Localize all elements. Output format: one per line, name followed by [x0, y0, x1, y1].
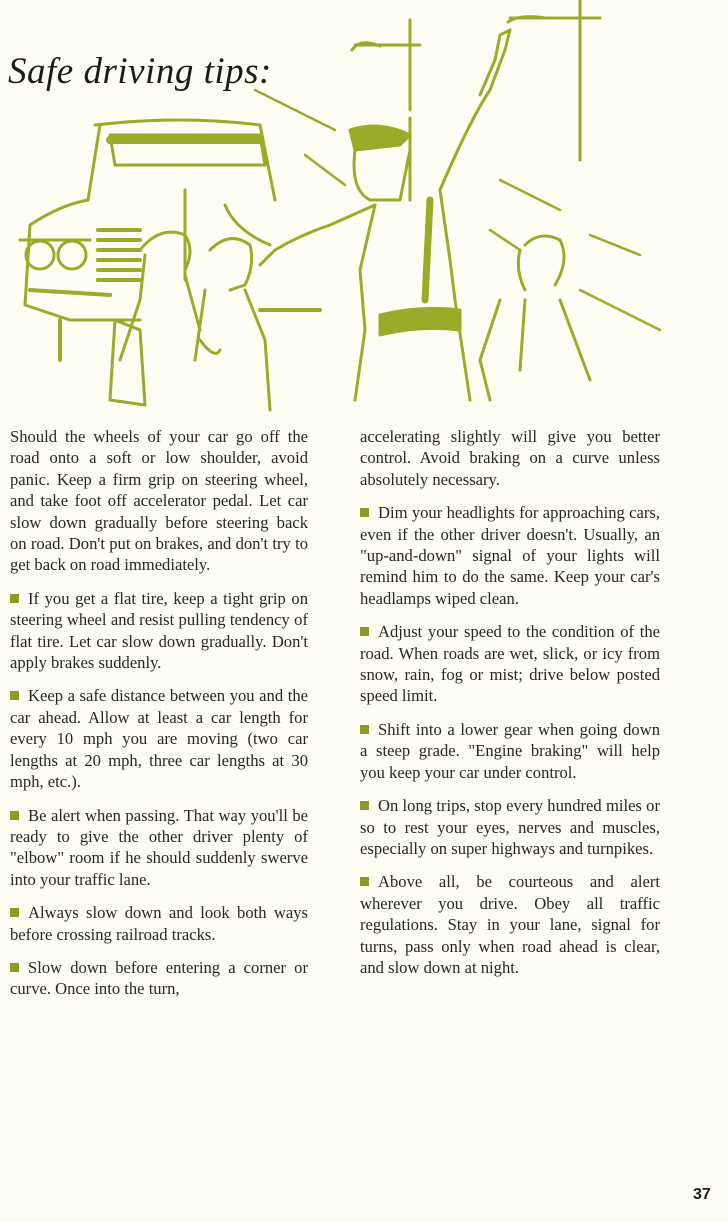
paragraph-text: Adjust your speed to the condition of the road. When roads are wet, slick, or icy from snow, rain, fog or mist; drive below posted speed limit.: [360, 622, 660, 706]
paragraph-road-condition: [360, 621, 660, 707]
paragraph-passing: [10, 805, 308, 891]
left-column: [10, 426, 308, 1012]
paragraph-text: Slow down before entering a corner or curve. Once into the turn,: [10, 957, 308, 999]
paragraph-text: On long trips, stop every hundred miles or so to rest your eyes, nerves and muscles, especially on super highways and turnpikes.: [360, 796, 660, 858]
paragraph-corner: [10, 957, 308, 1000]
paragraph-flat-tire: [10, 588, 308, 674]
bullet-square-icon: [10, 963, 19, 972]
paragraph-railroad: [10, 902, 308, 945]
bullet-square-icon: [10, 811, 19, 820]
bullet-square-icon: [10, 594, 19, 603]
paragraph-corner-continued: [360, 426, 660, 490]
bullet-square-icon: [360, 508, 369, 517]
bullet-square-icon: [360, 725, 369, 734]
bullet-square-icon: [10, 691, 19, 700]
paragraph-text: Shift into a lower gear when going down a steep grade. "Engine braking" will help you keep your car under control.: [360, 719, 660, 782]
paragraph-text: Always slow down and look both ways before crossing railroad tracks.: [10, 903, 308, 944]
paragraph-text: Keep a safe distance between you and the car ahead. Allow at least a car length for every 10 mph you are moving (two car lengths at 20 mph, three car lengths at 30 mph, etc.).: [10, 686, 308, 792]
paragraph-text: accelerating slightly will give you better control. Avoid braking on a curve unless absolutely necessary.: [360, 427, 660, 489]
page-number: 37: [693, 1186, 711, 1203]
paragraph-text: Above all, be courteous and alert wherever you drive. Obey all traffic regulations. Stay in your lane, signal for turns, pass only when road ahead is clear, and slow down at night.: [360, 872, 660, 977]
paragraph-wheels-off-road: [10, 426, 308, 576]
bullet-square-icon: [360, 877, 369, 886]
paragraph-safe-distance: [10, 685, 308, 792]
bullet-square-icon: [10, 908, 19, 917]
page-title: Safe driving tips:: [8, 51, 272, 92]
paragraph-long-trips: [360, 795, 660, 859]
paragraph-text: Dim your headlights for approaching cars, even if the other driver doesn't. Usually, an "up-and-down" signal of your lights will remind him to do the same. Keep your car's headlamps wiped clean.: [360, 503, 660, 608]
paragraph-headlights: [360, 502, 660, 609]
bullet-square-icon: [360, 627, 369, 636]
paragraph-text: If you get a flat tire, keep a tight grip on steering wheel and resist pulling tendency of flat tire. Let car slow down gradually. Don't apply brakes suddenly.: [10, 588, 308, 673]
right-column: [360, 426, 660, 990]
paragraph-lower-gear: [360, 719, 660, 783]
bullet-square-icon: [360, 801, 369, 810]
paragraph-text: Should the wheels of your car go off the road onto a soft or low shoulder, avoid panic. Keep a firm grip on steering wheel, and take foot off accelerator pedal. Let car slow down gradually before steering back on road. Don't put on brakes, and don't try to get back on road immediately.: [10, 427, 308, 575]
paragraph-courteous: [360, 871, 660, 978]
paragraph-text: Be alert when passing. That way you'll be ready to give the other driver plenty of "elbow" room if he should suddenly swerve into your traffic lane.: [10, 805, 308, 889]
